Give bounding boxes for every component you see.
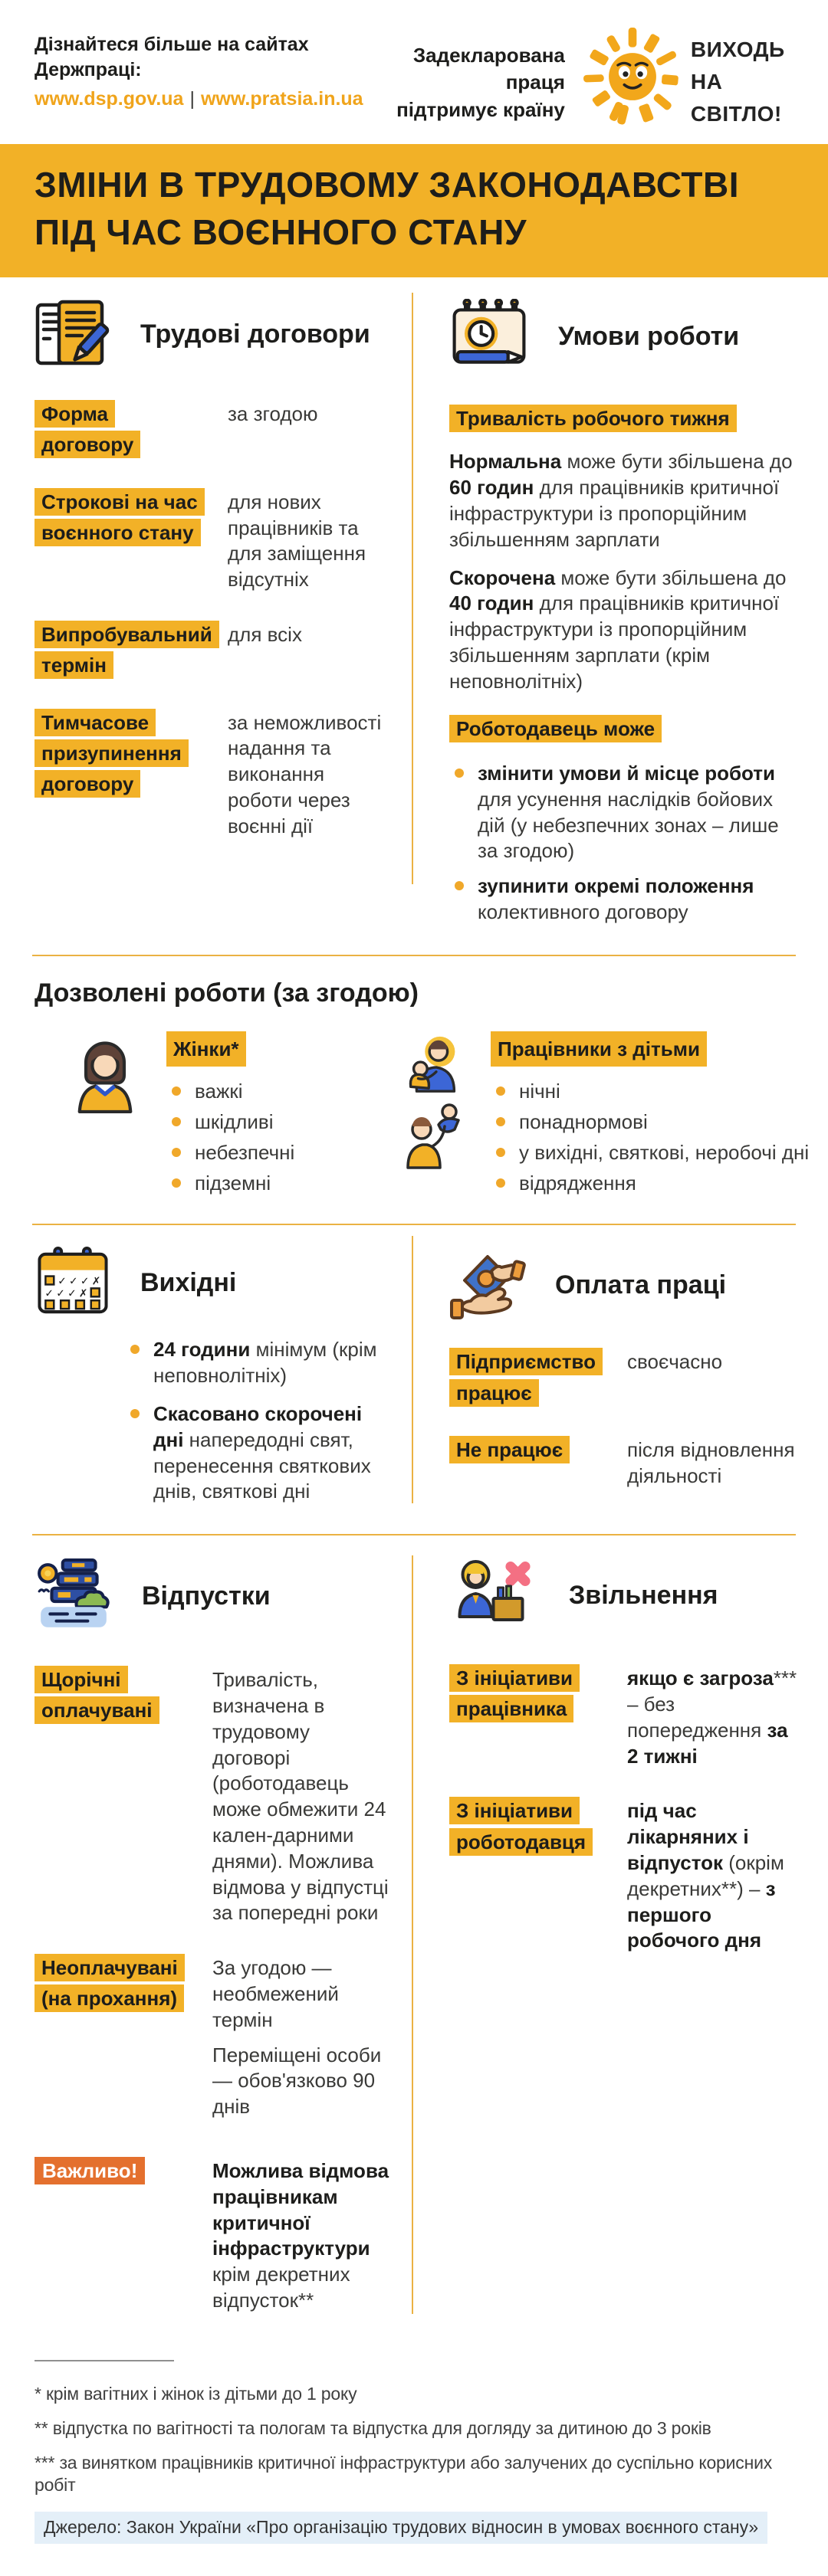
women-label: Жінки* — [166, 1031, 246, 1067]
women-item: небезпечні — [166, 1140, 294, 1166]
parents-label: Працівники з дітьми — [491, 1031, 707, 1067]
svg-text:✓: ✓ — [56, 1287, 65, 1300]
employer-can-label: Роботодавець може — [449, 715, 662, 742]
allowed-women-block — [0, 1031, 399, 1201]
contracts-row — [34, 619, 391, 681]
dismissal-value-1: під час лікарняних і відпусток (окрім декретних**) – з першого робочого дня — [627, 1799, 784, 1952]
section-allowed-works — [0, 956, 828, 1224]
contracts-value-0: за згодою — [228, 402, 318, 426]
payment-label-0: Підприємство працює — [449, 1348, 603, 1406]
contracts-value-2: для всіх — [228, 622, 302, 646]
dismissal-label-0: З ініціативи працівника — [449, 1664, 580, 1722]
contracts-title: Трудові договори — [140, 320, 370, 349]
allowed-title: Дозволені роботи (за згодою) — [34, 978, 419, 1008]
unpaid-label: Неоплачувані (на прохання) — [34, 1954, 185, 2012]
contracts-value-3: за неможливості надання та виконання роботи через воєнні дії — [228, 710, 382, 837]
section-weekends — [0, 1247, 412, 1514]
vertical-divider — [412, 1555, 413, 2314]
annual-paid-text: Тривалість, визначена в трудовому договорі (роботодавець може обмежити 24 кален-дарними днями). Можлива відмова у відпустці за попередні роки — [212, 1668, 389, 1925]
weekend-calendar-icon — [34, 1247, 111, 1319]
contracts-label-0: Форма договору — [34, 400, 140, 458]
allowed-parents-block — [399, 1031, 828, 1201]
payment-title: Оплата праці — [555, 1270, 727, 1300]
woman-icon — [65, 1031, 145, 1201]
contract-icon — [34, 299, 111, 369]
page-title-line1: ЗМІНИ В ТРУДОВОМУ ЗАКОНОДАВСТВІ — [34, 165, 739, 205]
svg-text:✓: ✓ — [67, 1287, 77, 1300]
employer-can-item: змінити умови й місце роботи для усунення наслідків бойових дій (у небезпечних зонах – лише за згодою) — [449, 761, 799, 864]
vacations-title: Відпустки — [142, 1581, 271, 1611]
vacations-row-annual — [34, 1664, 391, 1926]
svg-text:✗: ✗ — [91, 1275, 101, 1288]
women-item: шкідливі — [166, 1109, 294, 1136]
parents-list — [491, 1079, 809, 1196]
link-separator: | — [189, 88, 195, 110]
parents-item: у вихідні, святкові, неробочі дні — [491, 1140, 809, 1166]
page-title-line2: ПІД ЧАС ВОЄННОГО СТАНУ — [34, 212, 527, 253]
payment-value-1: після відновлення діяльності — [627, 1438, 795, 1487]
dismissal-value-0: якщо є загроза*** – без попередження за 2 тижні — [627, 1667, 797, 1768]
footnote-2: ** відпустка по вагітності та пологам та відпустка для догляду за дитиною до 3 років — [34, 2417, 711, 2438]
parents-item: відрядження — [491, 1171, 809, 1197]
vertical-divider — [412, 1236, 413, 1503]
parents-item: нічні — [491, 1079, 809, 1105]
footnotes — [0, 2334, 828, 2576]
slogan: Задекларована праця підтримує країну — [396, 44, 565, 121]
title-banner — [0, 144, 828, 277]
dismissal-icon — [449, 1557, 540, 1634]
parents-item: понаднормові — [491, 1109, 809, 1136]
weekends-title: Вихідні — [140, 1268, 237, 1298]
payment-hands-icon — [449, 1247, 526, 1323]
svg-text:✓: ✓ — [58, 1275, 67, 1288]
weekends-item: 24 години мінімум (крім неповнолітніх) — [125, 1337, 391, 1389]
section-vacations — [0, 1557, 412, 2314]
link-pratsia[interactable]: www.pratsia.in.ua — [200, 88, 363, 110]
contracts-value-1: для нових працівників та для заміщення відсутніх — [228, 490, 366, 592]
section-row-vacations-dismissal — [0, 1535, 828, 2334]
dismissal-label-1: З ініціативи роботодавця — [449, 1797, 593, 1855]
header-info-text: Дізнайтеся більше на сайтах Держпраці: — [34, 34, 309, 80]
vacations-row-important — [34, 2155, 391, 2314]
payment-label-1: Не працює — [449, 1436, 570, 1463]
reduced-week-text: Скорочена може бути збільшена до 40 годин для працівників критичної інфраструктури із пропорційним збільшенням зарплати (крім неповнолітніх) — [449, 565, 787, 693]
sun-logo-icon — [582, 28, 683, 126]
source-note: Джерело: Закон України «Про організацію трудових відносин в умовах воєнного стану» — [34, 2512, 767, 2544]
workweek-label: Тривалість робочого тижня — [449, 405, 737, 432]
employer-can-item: зупинити окремі положення колективного договору — [449, 873, 799, 926]
svg-text:✗: ✗ — [78, 1287, 88, 1300]
women-item: підземні — [166, 1171, 294, 1197]
important-badge: Важливо! — [34, 2157, 145, 2184]
footnote-rule — [34, 2360, 174, 2361]
vertical-divider — [412, 293, 413, 884]
women-item: важкі — [166, 1079, 294, 1105]
svg-text:✓: ✓ — [80, 1275, 90, 1288]
employer-can-list — [449, 761, 799, 926]
footnote-1: * крім вагітних і жінок із дітьми до 1 року — [34, 2383, 357, 2404]
contracts-label-2: Випробувальний термін — [34, 621, 219, 679]
header — [0, 0, 828, 144]
payment-row — [449, 1346, 799, 1408]
section-contracts — [0, 299, 412, 935]
women-list — [166, 1079, 294, 1196]
section-payment — [412, 1247, 828, 1514]
contracts-label-1: Строкові на час воєнного стану — [34, 488, 205, 546]
svg-text:✓: ✓ — [44, 1287, 54, 1300]
payment-value-0: своєчасно — [627, 1350, 723, 1374]
important-rest-text: крім декретних відпусток** — [212, 2263, 350, 2312]
unpaid-text-2: Переміщені особи — обов'язково 90 днів — [212, 2043, 382, 2119]
section-dismissal — [412, 1557, 828, 2314]
mother-child-icon — [400, 1031, 468, 1099]
weekends-list — [125, 1337, 391, 1505]
conditions-title: Умови роботи — [558, 322, 740, 352]
normal-week-text: Нормальна може бути збільшена до 60 годин для працівників критичної інфраструктури із пропорційним збільшенням зарплати — [449, 450, 793, 551]
weekends-item: Скасовано скорочені дні напередодні свят, перенесення святкових днів, святкові дні — [125, 1401, 391, 1505]
annual-paid-label: Щорічні оплачувані — [34, 1666, 159, 1724]
unpaid-text-1: За угодою — необмежений термін — [212, 1956, 339, 2031]
header-brand-block — [380, 23, 801, 130]
father-child-icon — [399, 1099, 469, 1169]
vacation-icon — [34, 1557, 113, 1635]
dismissal-title: Звільнення — [569, 1581, 718, 1611]
dismissal-row — [449, 1663, 799, 1769]
calendar-clock-icon — [449, 299, 529, 374]
contracts-row — [34, 707, 391, 840]
payment-row — [449, 1434, 799, 1490]
important-bold-text: Можлива відмова працівникам критичної інфраструктури — [212, 2158, 389, 2260]
header-info-block — [34, 23, 380, 112]
section-row-weekends-payment — [0, 1225, 828, 1534]
svg-text:✓: ✓ — [69, 1275, 78, 1288]
section-row-contracts-conditions — [0, 277, 828, 955]
link-dsp[interactable]: www.dsp.gov.ua — [34, 88, 184, 110]
contracts-row — [34, 398, 391, 460]
section-conditions — [412, 299, 828, 935]
contracts-row — [34, 487, 391, 593]
vacations-row-unpaid — [34, 1952, 391, 2129]
footnote-3: *** за винятком працівників критичної інфраструктури або залучених до суспільно корисних робіт — [34, 2452, 773, 2496]
contracts-label-3: Тимчасове призупинення договору — [34, 709, 189, 798]
dismissal-row — [449, 1795, 799, 1954]
logo-text: ВИХОДЬ НА СВІТЛО! — [690, 38, 785, 126]
site-links — [34, 87, 380, 112]
